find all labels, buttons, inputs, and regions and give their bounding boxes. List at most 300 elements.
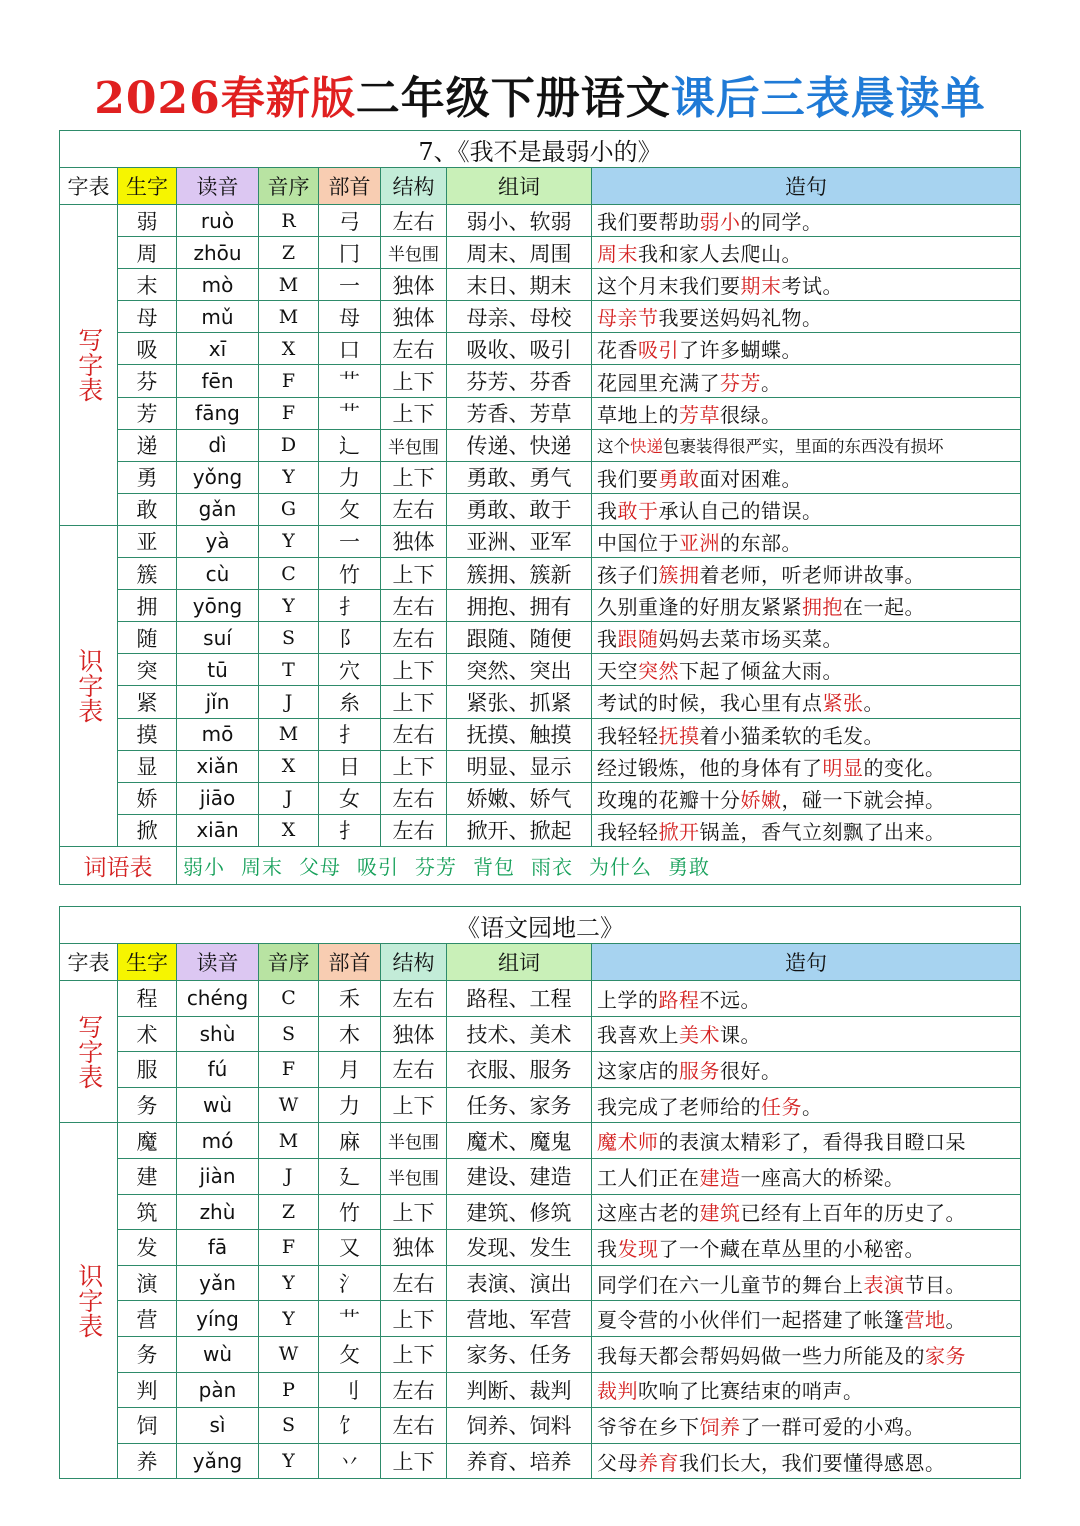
jiegou-cell: 半包围 <box>381 237 447 269</box>
sentence-highlight: 美术 <box>679 1023 720 1048</box>
char-cell: 簇 <box>118 558 177 590</box>
jiegou-cell: 半包围 <box>381 1123 447 1159</box>
yinxu-cell: M <box>259 1123 319 1159</box>
yinxu-cell: X <box>259 333 319 365</box>
group-label <box>60 205 118 526</box>
yinxu-cell: X <box>259 750 319 782</box>
header-duyin: 读音 <box>177 168 259 205</box>
jiegou-cell: 独体 <box>381 1016 447 1052</box>
zuci-cell: 魔术、魔鬼 <box>447 1123 592 1159</box>
pinyin-cell: tū <box>177 654 259 686</box>
sentence-text: 。 <box>945 1308 966 1333</box>
header-shengzi: 生字 <box>118 168 177 205</box>
table-row <box>60 1230 1021 1266</box>
bushou-cell: 艹 <box>319 397 381 429</box>
bushou-cell: 扌 <box>319 814 381 846</box>
bushou-cell: 麻 <box>319 1123 381 1159</box>
pinyin-cell: chéng <box>177 981 259 1017</box>
bushou-cell: 辶 <box>319 429 381 461</box>
char-cell: 末 <box>118 269 177 301</box>
header-shengzi: 生字 <box>118 944 177 981</box>
group-label-text: 写字表 <box>74 327 104 403</box>
sentence-text: 我们要帮助 <box>597 210 700 235</box>
sentence-highlight: 营地 <box>904 1308 946 1333</box>
jiegou-cell: 独体 <box>381 269 447 301</box>
table-row <box>60 269 1021 301</box>
sentence-text: 我 <box>597 498 618 523</box>
sentence-cell <box>592 1372 1021 1408</box>
char-cell: 紧 <box>118 686 177 718</box>
sentence-highlight: 娇嫩 <box>740 787 782 812</box>
yinxu-cell: S <box>259 1016 319 1052</box>
sentence-cell <box>592 269 1021 301</box>
jiegou-cell: 半包围 <box>381 429 447 461</box>
sentence-cell <box>592 461 1021 493</box>
jiegou-cell: 上下 <box>381 365 447 397</box>
char-cell: 拥 <box>118 590 177 622</box>
bushou-cell: 弓 <box>319 205 381 237</box>
yuwen-yuandi-table <box>59 906 1021 1479</box>
sentence-highlight: 期末 <box>740 274 782 299</box>
jiegou-cell: 左右 <box>381 1372 447 1408</box>
sentence-text: 这座古老的 <box>597 1201 700 1226</box>
sentence-cell <box>592 333 1021 365</box>
pinyin-cell: ruò <box>177 205 259 237</box>
sentence-text: 夏令营的小伙伴们一起搭建了帐篷 <box>597 1308 905 1333</box>
sentence-text: 草地上的 <box>597 402 679 427</box>
sentence-text: 花香 <box>597 338 638 363</box>
zuci-cell: 勇敢、敢于 <box>447 493 592 525</box>
table-row <box>60 429 1021 461</box>
page-title <box>0 62 1080 126</box>
sentence-highlight: 明显 <box>822 755 864 780</box>
pinyin-cell: mò <box>177 269 259 301</box>
jiegou-cell: 左右 <box>381 1408 447 1444</box>
sentence-text: 。 <box>802 1094 823 1119</box>
sentence-cell <box>592 1123 1021 1159</box>
zuci-cell: 芳香、芳草 <box>447 397 592 429</box>
char-cell: 突 <box>118 654 177 686</box>
pinyin-cell: jǐn <box>177 686 259 718</box>
group-label-text: 识字表 <box>74 648 104 724</box>
sentence-text: 上学的 <box>597 987 659 1012</box>
char-cell: 养 <box>118 1443 177 1479</box>
sentence-text: 一座高大的桥梁。 <box>740 1165 905 1190</box>
zuci-cell: 芬芳、芬香 <box>447 365 592 397</box>
yinxu-cell: J <box>259 782 319 814</box>
table-row <box>60 1336 1021 1372</box>
zuci-cell: 营地、军营 <box>447 1301 592 1337</box>
zuci-cell: 技术、美术 <box>447 1016 592 1052</box>
sentence-text: 很好。 <box>720 1058 782 1083</box>
sentence-highlight: 敢于 <box>617 498 659 523</box>
sentence-cell <box>592 1016 1021 1052</box>
pinyin-cell: suí <box>177 622 259 654</box>
zuci-cell: 掀开、掀起 <box>447 814 592 846</box>
sentence-highlight: 簇拥 <box>658 563 700 588</box>
sentence-cell <box>592 1087 1021 1123</box>
char-cell: 魔 <box>118 1123 177 1159</box>
jiegou-cell: 左右 <box>381 718 447 750</box>
sentence-cell <box>592 493 1021 525</box>
char-cell: 弱 <box>118 205 177 237</box>
sentence-cell <box>592 205 1021 237</box>
sentence-text: 的表演太精彩了，看得我目瞪口呆 <box>658 1130 966 1155</box>
char-cell: 娇 <box>118 782 177 814</box>
pinyin-cell: yǎng <box>177 1443 259 1479</box>
yinxu-cell: X <box>259 814 319 846</box>
sentence-cell <box>592 1194 1021 1230</box>
bushou-cell: 刂 <box>319 1372 381 1408</box>
sentence-highlight: 母亲节 <box>597 306 659 331</box>
table-row <box>60 1443 1021 1479</box>
sentence-text: 着老师，听老师讲故事。 <box>699 563 925 588</box>
sentence-text: 了一群可爱的小鸡。 <box>740 1414 925 1439</box>
sentence-text: 我轻轻 <box>597 819 659 844</box>
jiegou-cell: 独体 <box>381 1230 447 1266</box>
yinxu-cell: S <box>259 1408 319 1444</box>
yinxu-cell: J <box>259 686 319 718</box>
pinyin-cell: gǎn <box>177 493 259 525</box>
yinxu-cell: Z <box>259 237 319 269</box>
table-row <box>60 525 1021 557</box>
zuci-cell: 任务、家务 <box>447 1087 592 1123</box>
bushou-cell: 艹 <box>319 365 381 397</box>
char-cell: 递 <box>118 429 177 461</box>
table-row <box>60 558 1021 590</box>
jiegou-cell: 左右 <box>381 622 447 654</box>
table-row <box>60 461 1021 493</box>
pinyin-cell: yíng <box>177 1301 259 1337</box>
sentence-highlight: 跟随 <box>617 627 659 652</box>
header-zibiao: 字表 <box>60 944 118 981</box>
sentence-highlight: 突然 <box>638 659 679 684</box>
yinxu-cell: C <box>259 558 319 590</box>
sentence-cell <box>592 686 1021 718</box>
ciyu-word: 背包 <box>473 854 515 879</box>
title-part-1: 2026春新版 <box>94 73 356 124</box>
sentence-text: 我轻轻 <box>597 723 659 748</box>
yinxu-cell: T <box>259 654 319 686</box>
yinxu-cell: G <box>259 493 319 525</box>
sentence-text: 的同学。 <box>740 210 823 235</box>
lesson7-table <box>59 130 1021 885</box>
sentence-highlight: 建筑 <box>699 1201 741 1226</box>
table-row <box>60 1052 1021 1088</box>
pinyin-cell: yǎn <box>177 1265 259 1301</box>
sentence-highlight: 周末 <box>597 242 638 267</box>
sentence-highlight: 建造 <box>699 1165 741 1190</box>
ciyu-word: 芬芳 <box>415 854 457 879</box>
header-zibiao: 字表 <box>60 168 118 205</box>
sentence-text: 妈妈去菜市场买菜。 <box>658 627 843 652</box>
header-yinxu: 音序 <box>259 168 319 205</box>
sentence-highlight: 路程 <box>658 987 700 1012</box>
header-zaoju: 造句 <box>592 168 1021 205</box>
bushou-cell: 阝 <box>319 622 381 654</box>
yinxu-cell: Y <box>259 1265 319 1301</box>
jiegou-cell: 上下 <box>381 1087 447 1123</box>
sentence-cell <box>592 1052 1021 1088</box>
sentence-cell <box>592 718 1021 750</box>
sentence-text: 了一个藏在草丛里的小秘密。 <box>658 1236 925 1261</box>
sentence-text: 工人们正在 <box>597 1165 700 1190</box>
char-cell: 亚 <box>118 525 177 557</box>
sentence-highlight: 弱小 <box>699 210 741 235</box>
jiegou-cell: 上下 <box>381 654 447 686</box>
yinxu-cell: Y <box>259 461 319 493</box>
char-cell: 营 <box>118 1301 177 1337</box>
pinyin-cell: mō <box>177 718 259 750</box>
sentence-highlight: 饲养 <box>699 1414 741 1439</box>
jiegou-cell: 上下 <box>381 1194 447 1230</box>
pinyin-cell: fú <box>177 1052 259 1088</box>
pinyin-cell: zhōu <box>177 237 259 269</box>
sentence-text: 我和家人去爬山。 <box>638 242 802 267</box>
sentence-text: 课。 <box>720 1023 761 1048</box>
sentence-text: ，碰一下就会掉。 <box>781 787 946 812</box>
sentence-highlight: 吸引 <box>638 338 679 363</box>
yinxu-cell: Y <box>259 525 319 557</box>
zuci-cell: 明显、显示 <box>447 750 592 782</box>
table-row <box>60 686 1021 718</box>
header-bushou: 部首 <box>319 944 381 981</box>
yinxu-cell: M <box>259 301 319 333</box>
sentence-highlight: 勇敢 <box>658 466 700 491</box>
pinyin-cell: jiàn <box>177 1158 259 1194</box>
sentence-text: 中国位于 <box>597 530 679 555</box>
yinxu-cell: J <box>259 1158 319 1194</box>
pinyin-cell: wù <box>177 1336 259 1372</box>
jiegou-cell: 上下 <box>381 461 447 493</box>
yinxu-cell: D <box>259 429 319 461</box>
char-cell: 演 <box>118 1265 177 1301</box>
zuci-cell: 建设、建造 <box>447 1158 592 1194</box>
pinyin-cell: pàn <box>177 1372 259 1408</box>
sentence-text: 我喜欢上 <box>597 1023 679 1048</box>
sentence-cell <box>592 782 1021 814</box>
bushou-cell: 禾 <box>319 981 381 1017</box>
jiegou-cell: 左右 <box>381 205 447 237</box>
zuci-cell: 弱小、软弱 <box>447 205 592 237</box>
sentence-highlight: 魔术师 <box>597 1130 659 1155</box>
sentence-text: 经过锻炼，他的身体有了 <box>597 755 823 780</box>
sentence-text: 久别重逢的好朋友紧紧 <box>597 595 802 620</box>
ciyu-word: 弱小 <box>183 854 225 879</box>
yinxu-cell: M <box>259 718 319 750</box>
sentence-cell <box>592 981 1021 1017</box>
zuci-cell: 娇嫩、娇气 <box>447 782 592 814</box>
ciyu-word: 周末 <box>241 854 283 879</box>
sentence-highlight: 紧张 <box>822 691 864 716</box>
yinxu-cell: W <box>259 1087 319 1123</box>
sentence-text: 我 <box>597 1236 618 1261</box>
table-row <box>60 1016 1021 1052</box>
pinyin-cell: yà <box>177 525 259 557</box>
yinxu-cell: Y <box>259 1443 319 1479</box>
char-cell: 周 <box>118 237 177 269</box>
sentence-highlight: 表演 <box>863 1272 905 1297</box>
zuci-cell: 路程、工程 <box>447 981 592 1017</box>
sentence-text: 。 <box>761 370 782 395</box>
bushou-cell: 女 <box>319 782 381 814</box>
char-cell: 服 <box>118 1052 177 1088</box>
yinxu-cell: M <box>259 269 319 301</box>
table-row <box>60 365 1021 397</box>
jiegou-cell: 上下 <box>381 686 447 718</box>
zuci-cell: 抚摸、触摸 <box>447 718 592 750</box>
sentence-highlight: 服务 <box>679 1058 720 1083</box>
sentence-highlight: 抚摸 <box>658 723 700 748</box>
sentence-text: 考试。 <box>781 274 843 299</box>
sentence-text: 面对困难。 <box>699 466 802 491</box>
zuci-cell: 判断、裁判 <box>447 1372 592 1408</box>
sentence-text: 吹响了比赛结束的哨声。 <box>638 1379 864 1404</box>
pinyin-cell: mǔ <box>177 301 259 333</box>
char-cell: 芳 <box>118 397 177 429</box>
sentence-text: 考试的时候，我心里有点 <box>597 691 823 716</box>
bushou-cell: 丷 <box>319 1443 381 1479</box>
jiegou-cell: 左右 <box>381 782 447 814</box>
char-cell: 饲 <box>118 1408 177 1444</box>
sentence-cell <box>592 654 1021 686</box>
sentence-text: 父母 <box>597 1450 638 1475</box>
jiegou-cell: 左右 <box>381 1265 447 1301</box>
sentence-cell <box>592 1158 1021 1194</box>
bushou-cell: 力 <box>319 461 381 493</box>
pinyin-cell: fā <box>177 1230 259 1266</box>
jiegou-cell: 半包围 <box>381 1158 447 1194</box>
pinyin-cell: shù <box>177 1016 259 1052</box>
sentence-text: 在一起。 <box>843 595 925 620</box>
sentence-cell <box>592 1301 1021 1337</box>
zuci-cell: 表演、演出 <box>447 1265 592 1301</box>
zuci-cell: 吸收、吸引 <box>447 333 592 365</box>
bushou-cell: 竹 <box>319 558 381 590</box>
sentence-text: 锅盖，香气立刻飘了出来。 <box>699 819 946 844</box>
table-row <box>60 1123 1021 1159</box>
sentence-cell <box>592 1230 1021 1266</box>
char-cell: 务 <box>118 1336 177 1372</box>
sentence-highlight: 拥抱 <box>802 595 843 620</box>
sentence-highlight: 任务 <box>761 1094 802 1119</box>
yinxu-cell: Z <box>259 1194 319 1230</box>
title-part-2: 二年级下册语文 <box>355 73 671 124</box>
pinyin-cell: sì <box>177 1408 259 1444</box>
header-duyin: 读音 <box>177 944 259 981</box>
sentence-cell <box>592 397 1021 429</box>
sentence-text: 下起了倾盆大雨。 <box>679 659 843 684</box>
sentence-text: 我们要 <box>597 466 659 491</box>
zuci-cell: 养育、培养 <box>447 1443 592 1479</box>
sentence-cell <box>592 558 1021 590</box>
ciyu-word: 父母 <box>299 854 341 879</box>
char-cell: 吸 <box>118 333 177 365</box>
pinyin-cell: mó <box>177 1123 259 1159</box>
zuci-cell: 传递、快递 <box>447 429 592 461</box>
yinxu-cell: W <box>259 1336 319 1372</box>
yinxu-cell: F <box>259 397 319 429</box>
sentence-text: 包裹装得很严实，里面的东西没有损坏 <box>663 437 944 457</box>
sentence-text: 这个月末我们要 <box>597 274 741 299</box>
header-bushou: 部首 <box>319 168 381 205</box>
char-cell: 务 <box>118 1087 177 1123</box>
ciyu-row <box>60 846 1021 884</box>
sentence-highlight: 发现 <box>617 1236 659 1261</box>
pinyin-cell: xiǎn <box>177 750 259 782</box>
bushou-cell: 力 <box>319 1087 381 1123</box>
yinxu-cell: Y <box>259 590 319 622</box>
bushou-cell: 一 <box>319 269 381 301</box>
sentence-cell <box>592 1336 1021 1372</box>
sentence-text: 我每天都会帮妈妈做一些力所能及的 <box>597 1343 925 1368</box>
sentence-highlight: 亚洲 <box>679 530 720 555</box>
sentence-text: 节目。 <box>904 1272 966 1297</box>
table-row <box>60 750 1021 782</box>
jiegou-cell: 左右 <box>381 590 447 622</box>
sentence-text: 的变化。 <box>863 755 946 780</box>
table-row <box>60 981 1021 1017</box>
sentence-text: 承认自己的错误。 <box>658 498 823 523</box>
sentence-text: 很绿。 <box>720 402 782 427</box>
jiegou-cell: 上下 <box>381 558 447 590</box>
table-row <box>60 1408 1021 1444</box>
table-row <box>60 718 1021 750</box>
header-zuci: 组词 <box>447 944 592 981</box>
sentence-text: 了许多蝴蝶。 <box>679 338 802 363</box>
sentence-text: 的东部。 <box>720 530 802 555</box>
header-zaoju: 造句 <box>592 944 1021 981</box>
char-cell: 术 <box>118 1016 177 1052</box>
bushou-cell: 扌 <box>319 718 381 750</box>
sentence-text: 已经有上百年的历史了。 <box>740 1201 966 1226</box>
bushou-cell: 木 <box>319 1016 381 1052</box>
bushou-cell: 口 <box>319 333 381 365</box>
table-row <box>60 590 1021 622</box>
char-cell: 母 <box>118 301 177 333</box>
sentence-text: 。 <box>863 691 884 716</box>
pinyin-cell: xī <box>177 333 259 365</box>
group-label <box>60 525 118 846</box>
sentence-cell <box>592 429 1021 461</box>
pinyin-cell: zhù <box>177 1194 259 1230</box>
bushou-cell: 母 <box>319 301 381 333</box>
header-jiegou: 结构 <box>381 168 447 205</box>
sentence-text: 玫瑰的花瓣十分 <box>597 787 741 812</box>
zuci-cell: 末日、期末 <box>447 269 592 301</box>
zuci-cell: 发现、发生 <box>447 1230 592 1266</box>
bushou-cell: 月 <box>319 1052 381 1088</box>
sentence-text: 这家店的 <box>597 1058 679 1083</box>
char-cell: 芬 <box>118 365 177 397</box>
header-jiegou: 结构 <box>381 944 447 981</box>
header-zuci: 组词 <box>447 168 592 205</box>
bushou-cell: 竹 <box>319 1194 381 1230</box>
sentence-cell <box>592 1265 1021 1301</box>
sentence-text: 我 <box>597 627 618 652</box>
jiegou-cell: 上下 <box>381 1443 447 1479</box>
pinyin-cell: dì <box>177 429 259 461</box>
char-cell: 显 <box>118 750 177 782</box>
table-row <box>60 205 1021 237</box>
zuci-cell: 周末、周围 <box>447 237 592 269</box>
table-row <box>60 1265 1021 1301</box>
bushou-cell: 廴 <box>319 1158 381 1194</box>
table-row <box>60 237 1021 269</box>
table-row <box>60 493 1021 525</box>
group-label <box>60 1123 118 1479</box>
jiegou-cell: 上下 <box>381 397 447 429</box>
